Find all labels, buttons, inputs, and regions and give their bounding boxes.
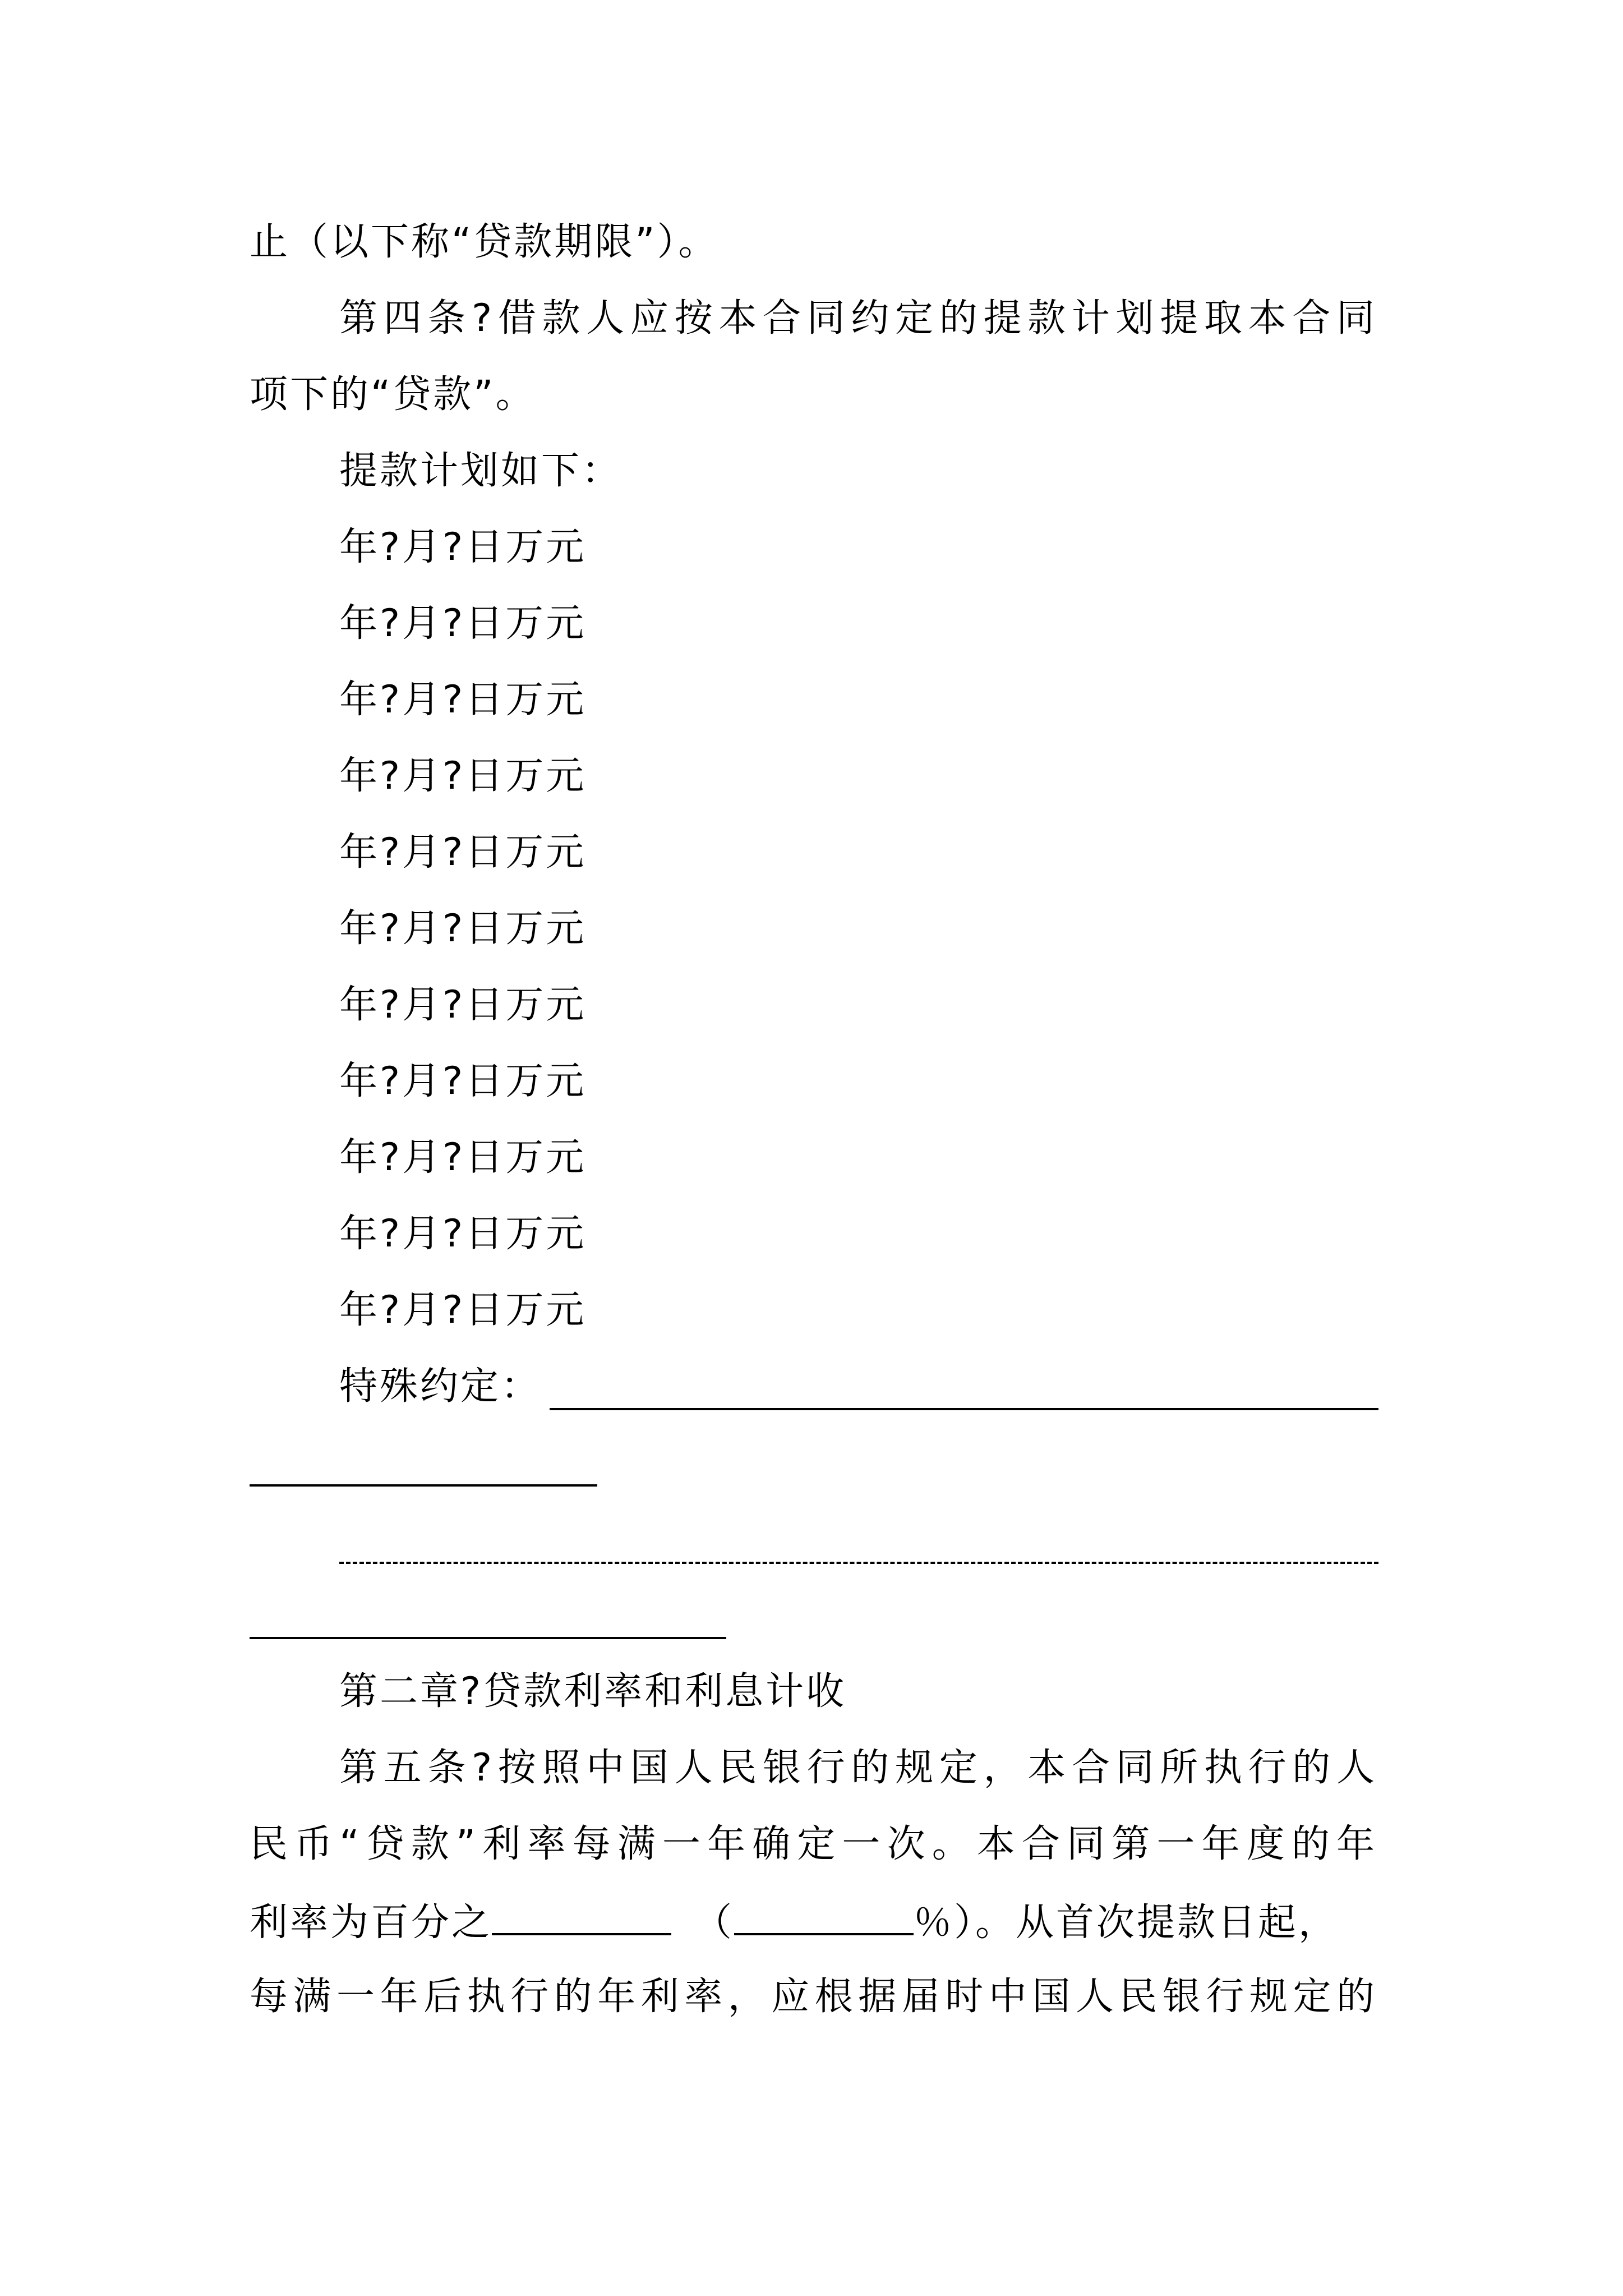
plan-row: 年?月?日万元	[339, 907, 587, 951]
special-agreement-label: 特殊约定：	[339, 1364, 542, 1409]
article-5-line	[250, 1898, 1377, 1945]
plan-row: 年?月?日万元	[339, 983, 587, 1027]
article-4-line: 项下的“贷款”。	[250, 372, 536, 417]
chapter-title: 第二章?贷款利率和利息计收	[339, 1669, 847, 1714]
rate-open-paren: （	[694, 1901, 735, 1945]
article-5-line: 每满一年后执行的年利率，应根据届时中国人民银行规定的	[250, 1975, 1377, 2019]
plan-row: 年?月?日万元	[339, 525, 587, 569]
plan-row: 年?月?日万元	[339, 1059, 587, 1103]
plan-row: 年?月?日万元	[339, 1135, 587, 1180]
fill-in-line	[250, 1637, 726, 1639]
plan-row: 年?月?日万元	[339, 830, 587, 875]
plan-row: 年?月?日万元	[339, 1288, 587, 1332]
rate-text-suffix: ％）。从首次提款日起，	[914, 1901, 1339, 1945]
article-5-line: 第五条?按照中国人民银行的规定，本合同所执行的人	[339, 1746, 1377, 1790]
rate-blank-field	[492, 1898, 671, 1935]
plan-row: 年?月?日万元	[339, 1212, 587, 1256]
fill-in-line	[550, 1408, 1378, 1410]
fill-in-line	[339, 1562, 1378, 1564]
plan-row: 年?月?日万元	[339, 754, 587, 798]
plan-row: 年?月?日万元	[339, 678, 587, 722]
fill-in-line	[250, 1484, 597, 1487]
rate-percent-blank-field	[734, 1898, 914, 1935]
article-4-line: 第四条?借款人应按本合同约定的提款计划提取本合同	[339, 296, 1377, 341]
plan-row: 年?月?日万元	[339, 601, 587, 646]
paragraph-line: 止（以下称“贷款期限”）。	[250, 220, 719, 264]
rate-text-prefix: 利率为百分之	[250, 1901, 492, 1945]
plan-heading: 提款计划如下：	[339, 449, 623, 493]
article-5-line: 民币“贷款”利率每满一年确定一次。本合同第一年度的年	[250, 1822, 1377, 1866]
